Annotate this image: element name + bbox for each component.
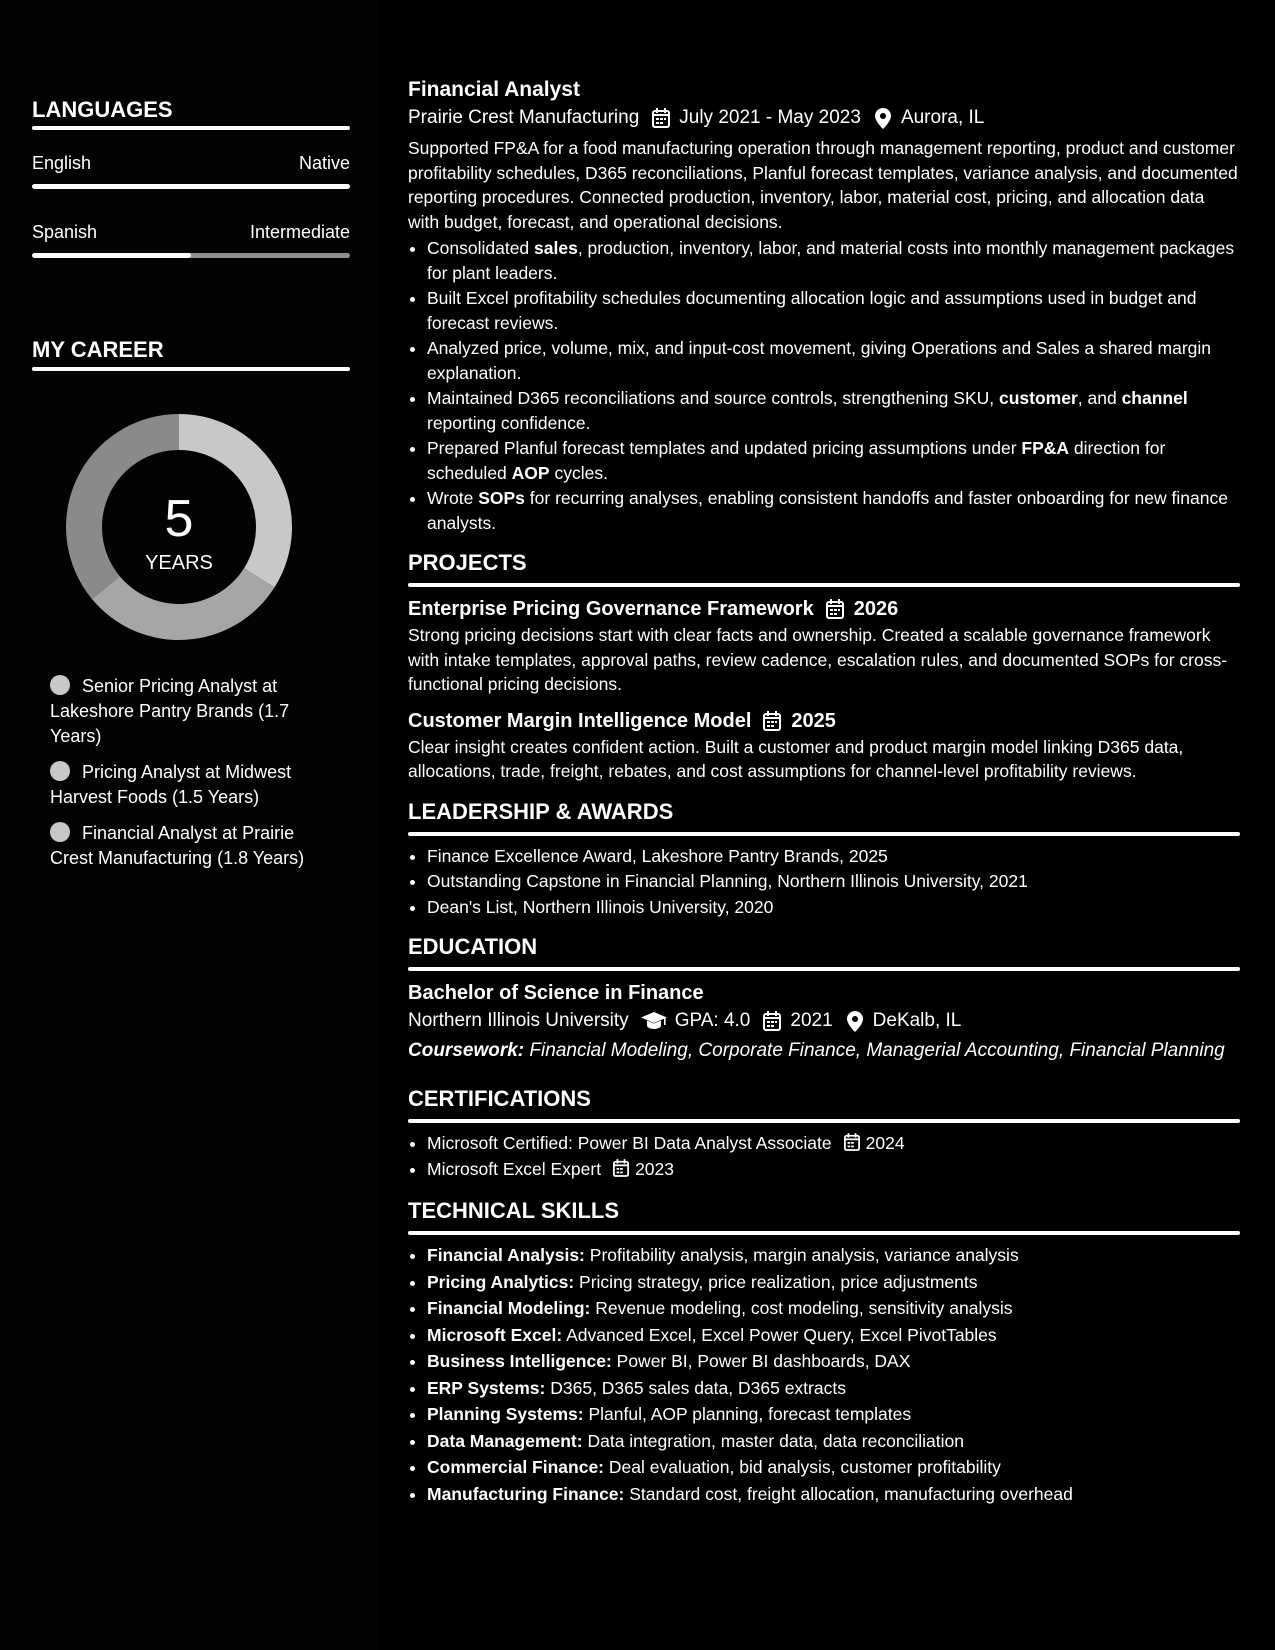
career-list (50, 674, 340, 882)
skill-category: Business Intelligence: (427, 1351, 612, 1371)
skill-item (427, 1323, 1240, 1348)
career-item-label: Pricing Analyst at Midwest Harvest Foods (1.5 Years) (50, 762, 292, 807)
project-title (408, 707, 1240, 735)
language-bar-fill (32, 253, 191, 258)
language-row-spanish (32, 222, 350, 243)
job-bullet (427, 486, 1240, 535)
projects-rule (408, 583, 1240, 587)
career-donut-chart (66, 414, 292, 640)
certification-name: Microsoft Certified: Power BI Data Analyst Associate (427, 1133, 832, 1153)
languages-rule (32, 126, 350, 130)
career-years-label: YEARS (145, 552, 213, 574)
job-bullet (427, 286, 1240, 335)
calendar-icon (763, 711, 783, 731)
skill-category: Commercial Finance: (427, 1457, 604, 1477)
skill-category: Microsoft Excel: (427, 1324, 563, 1345)
certification-year: 2024 (865, 1133, 905, 1153)
languages-title: LANGUAGES (32, 97, 173, 122)
bullet-keyword: AOP (511, 462, 550, 483)
skill-values: Planful, AOP planning, forecast templates (588, 1404, 912, 1424)
award-item: • Dean's List, Northern Illinois University, 2020 (427, 895, 1240, 920)
skill-values: Revenue modeling, cost modeling, sensitivity analysis (595, 1298, 1013, 1318)
bullet-keyword: FP&A (1021, 438, 1070, 458)
skill-item (427, 1270, 1240, 1295)
job-bullets (408, 236, 1240, 535)
language-level: Native (298, 153, 350, 173)
main-content (408, 76, 1240, 1508)
job-meta (408, 104, 1240, 132)
skill-category: Financial Modeling: (427, 1298, 591, 1318)
skills-list (408, 1243, 1240, 1506)
bullet-text: Consolidated (427, 238, 535, 258)
certifications-rule (408, 1119, 1240, 1123)
career-years-number: 5 (164, 490, 194, 548)
skills-title: TECHNICAL SKILLS (408, 1198, 620, 1223)
gpa: GPA: 4.0 (674, 1010, 751, 1031)
certifications-list (408, 1131, 1240, 1181)
bullet-text: cycles. (549, 462, 608, 483)
company-name: Prairie Crest Manufacturing (408, 107, 640, 128)
bullet-text: Maintained D365 reconciliations and source controls, strengthening SKU, (427, 388, 999, 408)
skill-category: Planning Systems: (427, 1404, 584, 1424)
awards-title: LEADERSHIP & AWARDS (408, 798, 674, 824)
coursework (408, 1039, 1240, 1063)
bullet-text: reporting confidence. (427, 412, 591, 433)
job-location: Aurora, IL (900, 107, 985, 128)
language-bar-english (32, 184, 350, 189)
skill-values: Power BI, Power BI dashboards, DAX (616, 1351, 911, 1371)
project-year: 2025 (791, 709, 836, 732)
skill-item (427, 1243, 1240, 1268)
career-item-label: Financial Analyst at Prairie Crest Manufacturing (1.8 Years) (50, 823, 305, 868)
career-title: MY CAREER (32, 337, 164, 362)
job-title: Financial Analyst (408, 78, 580, 101)
calendar-icon (826, 599, 846, 619)
skill-category: Pricing Analytics: (427, 1271, 575, 1292)
skill-category: Manufacturing Finance: (427, 1483, 625, 1504)
calendar-icon (651, 108, 671, 128)
bullet-text: , and (1077, 388, 1122, 408)
location-pin-icon (845, 1011, 865, 1031)
bullet-keyword: sales (534, 238, 578, 258)
skill-values: Data integration, master data, data reconciliation (587, 1430, 964, 1451)
certification-item (427, 1131, 1240, 1156)
bullet-text: Wrote (427, 488, 479, 508)
education-rule (408, 967, 1240, 971)
coursework-list: Financial Modeling, Corporate Finance, Managerial Accounting, Financial Planning (529, 1040, 1225, 1061)
language-bar-spanish (32, 253, 350, 258)
project-title (408, 595, 1240, 623)
award-item: • Finance Excellence Award, Lakeshore Pantry Brands, 2025 (427, 844, 1240, 869)
skill-values: Profitability analysis, margin analysis, variance analysis (589, 1245, 1019, 1265)
certification-year: 2023 (635, 1158, 675, 1179)
language-level: Intermediate (249, 222, 350, 242)
project-name: Customer Margin Intelligence Model (408, 709, 752, 732)
career-dot (50, 761, 70, 781)
skill-item (427, 1402, 1240, 1427)
skill-item (427, 1455, 1240, 1480)
bullet-text: direction for scheduled (427, 438, 1166, 483)
skill-category: Financial Analysis: (427, 1245, 585, 1265)
job-bullet (427, 386, 1240, 435)
coursework-label: Coursework: (408, 1040, 525, 1061)
skill-values: Deal evaluation, bid analysis, customer profitability (608, 1457, 1001, 1477)
skill-item (427, 1349, 1240, 1374)
project-description: Clear insight creates confident action. Built a customer and product margin model linking D365 data, allocations, trade, freight, rebates, and cost assumptions for channel-level profitability reviews. (408, 736, 1184, 781)
bullet-text: Built Excel profitability schedules documenting allocation logic and assumptions used in budget and forecast reviews. (427, 288, 1197, 333)
skill-item (427, 1482, 1240, 1507)
bullet-keyword: channel (1121, 388, 1188, 408)
language-name: English (32, 153, 92, 173)
language-name: Spanish (32, 222, 98, 242)
skills-rule (408, 1231, 1240, 1235)
career-item-label: Senior Pricing Analyst at Lakeshore Pantry Brands (1.7 Years) (50, 676, 290, 746)
skill-category: ERP Systems: (427, 1377, 546, 1398)
skill-item (427, 1376, 1240, 1401)
education-title: EDUCATION (408, 934, 538, 959)
skill-values: Pricing strategy, price realization, price adjustments (579, 1271, 978, 1292)
language-row-english (32, 153, 350, 174)
bullet-keyword: customer (999, 388, 1078, 408)
job-summary: Supported FP&A for a food manufacturing operation through management reporting, product and customer profitability schedules, D365 reconciliations, Planful forecast templates, variance analysis, and documented reporting procedures. Connected production, inventory, labor, material cost, pricing, and allocation data with budget, forecast, and operational decisions. (408, 138, 1238, 232)
career-item (50, 760, 340, 810)
job-bullet (427, 436, 1240, 485)
career-donut-segment (92, 568, 274, 640)
skill-values: Advanced Excel, Excel Power Query, Excel PivotTables (566, 1324, 997, 1345)
awards-rule (408, 832, 1240, 836)
graduation-year: 2021 (790, 1010, 833, 1031)
bullet-text: for recurring analyses, enabling consistent handoffs and faster onboarding for new finance analysts. (427, 488, 1228, 533)
calendar-icon (844, 1133, 862, 1151)
bullet-text: Analyzed price, volume, mix, and input-cost movement, giving Operations and Sales a shared margin explanation. (427, 338, 1212, 383)
school-location: DeKalb, IL (872, 1010, 962, 1031)
sidebar (0, 0, 378, 1650)
bullet-text: Prepared Planful forecast templates and updated pricing assumptions under (427, 438, 1022, 458)
bullet-keyword: SOPs (478, 488, 525, 508)
award-item: • Outstanding Capstone in Financial Planning, Northern Illinois University, 2021 (427, 869, 1240, 894)
career-dot (50, 822, 70, 842)
location-pin-icon (873, 108, 893, 128)
skill-category: Data Management: (427, 1430, 583, 1451)
project-name: Enterprise Pricing Governance Framework (408, 598, 814, 620)
job-bullet (427, 236, 1240, 285)
degree-name: Bachelor of Science in Finance (408, 982, 704, 1004)
career-item (50, 674, 340, 749)
career-dot (50, 675, 70, 695)
calendar-icon (613, 1159, 631, 1177)
skill-item (427, 1429, 1240, 1454)
career-item (50, 821, 340, 871)
certifications-title: CERTIFICATIONS (408, 1086, 591, 1111)
career-rule (32, 367, 350, 371)
certification-name: Microsoft Excel Expert (427, 1158, 602, 1179)
project-description: Strong pricing decisions start with clear facts and ownership. Created a scalable governance framework with intake templates, approval paths, review cadence, escalation rules, and documented SOPs for cross-functional pricing decisions. (408, 625, 1228, 694)
education-meta (408, 1007, 1240, 1035)
skill-item (427, 1296, 1240, 1321)
job-bullet (427, 336, 1240, 385)
language-bar-fill (32, 184, 350, 189)
project-year: 2026 (853, 598, 899, 620)
job-dates: July 2021 - May 2023 (679, 107, 861, 128)
skill-values: D365, D365 sales data, D365 extracts (550, 1377, 846, 1398)
awards-list (408, 844, 1240, 920)
skill-values: Standard cost, freight allocation, manufacturing overhead (629, 1483, 1073, 1504)
graduation-cap-icon (641, 1011, 667, 1031)
bullet-text: , production, inventory, labor, and material costs into monthly management packages for plant leaders. (427, 238, 1235, 283)
school-name: Northern Illinois University (408, 1010, 629, 1031)
certification-item (427, 1157, 1240, 1182)
projects-title: PROJECTS (408, 550, 527, 575)
calendar-icon (762, 1011, 782, 1031)
